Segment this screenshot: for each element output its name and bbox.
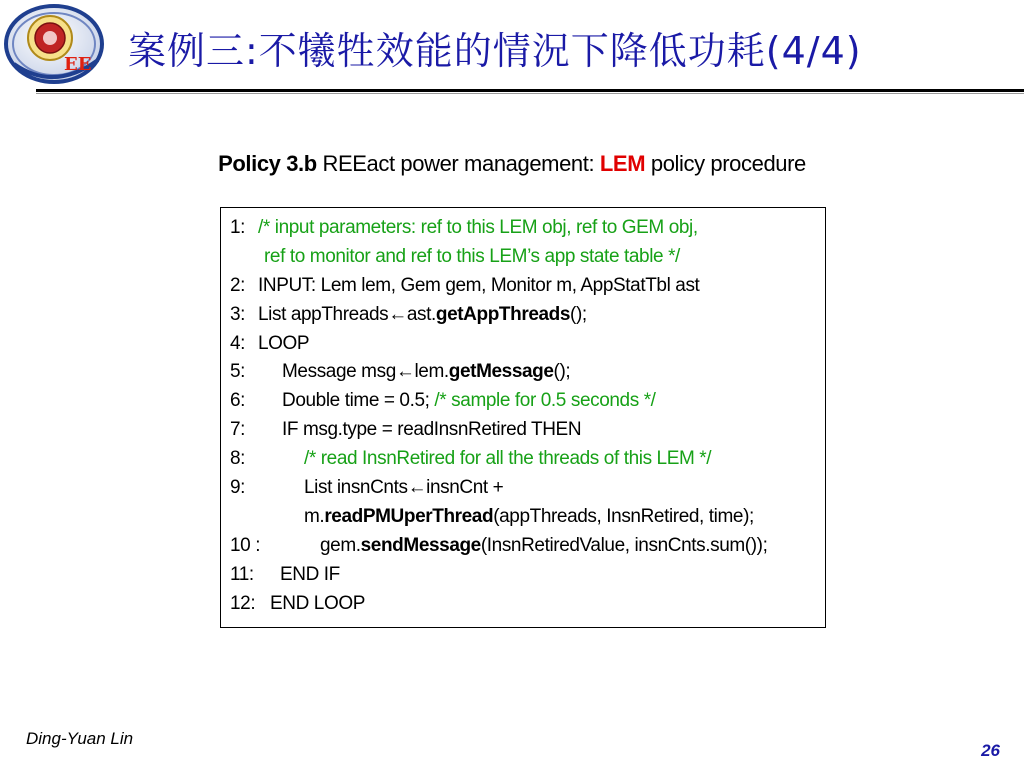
code-text: List appThreads←ast. — [258, 303, 436, 325]
caption-text-after: policy procedure — [645, 151, 806, 176]
method-name: getMessage — [448, 361, 554, 383]
code-text: Double time = 0.5; — [282, 390, 435, 412]
method-name: readPMUperThread — [324, 505, 494, 527]
code-text: END IF — [280, 563, 340, 585]
code-text: INPUT: Lem lem, Gem gem, Monitor m, AppStatTbl ast — [258, 274, 700, 296]
line-number: 7: — [230, 419, 246, 441]
comment-text: /* read InsnRetired for all the threads of this LEM */ — [304, 448, 712, 470]
code-text: END LOOP — [270, 592, 365, 614]
title-divider — [36, 89, 1024, 92]
code-text: m. — [304, 505, 325, 527]
algo-line-10 — [230, 532, 820, 561]
code-text: gem. — [320, 534, 361, 556]
policy-caption — [0, 150, 1024, 178]
algo-line-3 — [230, 301, 820, 330]
algo-line-1-cont — [230, 243, 820, 272]
slide-title: 案例三:不犧牲效能的情況下降低功耗(4/4) — [128, 29, 862, 73]
algorithm-box — [220, 207, 826, 628]
policy-label: Policy 3.b — [218, 151, 317, 176]
lem-highlight: LEM — [599, 151, 646, 176]
line-number: 10 : — [230, 534, 261, 556]
page-number: 26 — [981, 741, 1000, 760]
algo-line-8 — [230, 445, 820, 474]
algo-line-5 — [230, 358, 820, 387]
code-text: (); — [570, 303, 587, 325]
line-number: 3: — [230, 303, 246, 325]
algo-line-11 — [230, 561, 820, 590]
line-number: 1: — [230, 217, 246, 238]
comment-text: ref to monitor and ref to this LEM’s app state table */ — [264, 245, 680, 267]
line-number: 12: — [230, 592, 256, 614]
comment-text: /* sample for 0.5 seconds */ — [434, 390, 656, 412]
line-number: 4: — [230, 332, 246, 354]
line-number: 11: — [230, 563, 254, 585]
line-number: 9: — [230, 477, 246, 499]
code-text: Message msg←lem. — [282, 361, 449, 383]
algo-line-12 — [230, 590, 820, 619]
line-number: 5: — [230, 361, 246, 383]
method-name: sendMessage — [360, 534, 481, 556]
code-text: IF msg.type = readInsnRetired THEN — [282, 419, 582, 441]
comment-text: /* input parameters: ref to this LEM obj, ref to GEM obj, — [258, 217, 698, 238]
logo-text: EE — [64, 54, 92, 75]
algo-line-2 — [230, 272, 820, 301]
line-number: 2: — [230, 274, 246, 296]
algo-line-9-cont — [230, 503, 820, 532]
algo-line-6 — [230, 387, 820, 416]
code-text: (appThreads, InsnRetired, time); — [493, 505, 754, 527]
code-text: (); — [553, 361, 571, 383]
code-text: (InsnRetiredValue, insnCnts.sum()); — [480, 534, 768, 556]
line-number: 6: — [230, 390, 246, 412]
algo-line-7 — [230, 416, 820, 445]
author-name: Ding-Yuan Lin — [26, 729, 134, 748]
line-number: 8: — [230, 448, 246, 470]
algo-line-4 — [230, 330, 820, 359]
code-text: LOOP — [258, 332, 310, 354]
algo-line-9 — [230, 474, 820, 503]
title-divider-shadow — [36, 93, 1024, 94]
algorithm-lines — [230, 214, 820, 618]
algo-line-1 — [230, 214, 820, 243]
code-text: List insnCnts←insnCnt + — [304, 477, 504, 499]
caption-text-before: REEact power management: — [316, 151, 600, 176]
method-name: getAppThreads — [435, 303, 571, 325]
department-logo — [2, 2, 106, 86]
